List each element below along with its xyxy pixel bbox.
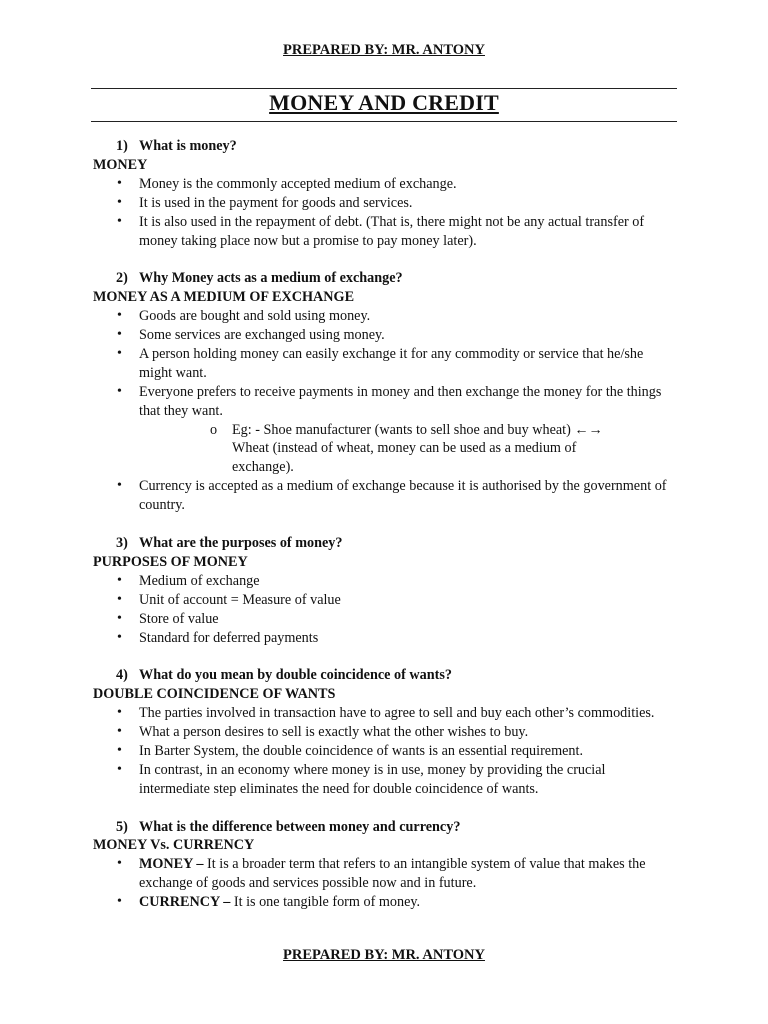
bullet-list [93,572,679,648]
bullet-item: • Medium of exchange [93,572,679,591]
document-body [93,137,679,931]
section-5 [93,818,679,913]
section-2 [93,269,679,515]
question-text: Why Money acts as a medium of exchange? [139,270,403,287]
question [93,534,679,553]
section-heading: MONEY [93,156,148,173]
section-heading: PURPOSES OF MONEY [93,553,248,570]
question-text: What are the purposes of money? [139,535,343,551]
question-number: 5) [116,818,128,835]
bullet-list [93,477,679,515]
sub-bullet-marker: o [210,421,218,438]
definition-text: It is a broader term that refers to an intangible system of value that makes the exchange of goods and services possible now and in future. [139,856,646,892]
definition-text: It is one tangible form of money. [230,894,421,911]
question-text: What is money? [139,138,237,154]
definition-item-money [93,855,679,893]
bullet-list [93,855,679,912]
question-number: 4) [116,667,128,684]
page-footer: PREPARED BY: MR. ANTONY [283,947,485,963]
bullet-item: • Everyone prefers to receive payments in money and then exchange the money for the things that they want. [93,383,679,421]
sub-bullet-item [93,421,679,478]
bullet-list [93,175,679,251]
bullet-item: • In Barter System, the double coincidence of wants is an essential requirement. [93,742,679,761]
definition-item-currency [93,893,679,912]
page-header: PREPARED BY: MR. ANTONY [283,42,485,58]
section-4 [93,666,679,798]
bullet-item: • Goods are bought and sold using money. [93,307,679,326]
bullet-item: • In contrast, in an economy where money is in use, money by providing the crucial intermediate step eliminates the need for double coincidence of wants. [93,761,679,799]
question-text: What do you mean by double coincidence of wants? [139,667,452,684]
question-number: 1) [116,138,128,154]
bullet-item: • Money is the commonly accepted medium of exchange. [93,175,679,194]
bullet-item: • A person holding money can easily exchange it for any commodity or service that he/she might want. [93,345,679,383]
bullet-item: • It is also used in the repayment of debt. (That is, there might not be any actual transfer of money taking place now but a promise to pay money later). [93,213,679,251]
section-1 [93,137,679,250]
title-top-rule [91,88,677,89]
bullet-item: • Currency is accepted as a medium of exchange because it is authorised by the government of country. [93,477,679,515]
section-heading: MONEY Vs. CURRENCY [93,837,255,854]
sub-bullet-text: Eg: - Shoe manufacturer (wants to sell shoe and buy wheat) ←→ Wheat (instead of wheat, money can be used as a medium of exchange). [232,421,603,476]
bullet-item: • Store of value [93,610,679,629]
bullet-list [93,307,679,420]
bullet-item: • Unit of account = Measure of value [93,591,679,610]
bullet-item: • Standard for deferred payments [93,629,679,648]
question [93,137,679,156]
question-number: 2) [116,270,128,287]
definition-term: MONEY – [139,856,204,873]
question [93,818,679,837]
bullet-item: • The parties involved in transaction have to agree to sell and buy each other’s commodities. [93,704,679,723]
question-number: 3) [116,535,128,551]
section-heading: MONEY AS A MEDIUM OF EXCHANGE [93,289,355,306]
page-title: MONEY AND CREDIT [269,90,499,115]
bullet-item: • Some services are exchanged using money. [93,326,679,345]
bullet-item: • It is used in the payment for goods and services. [93,194,679,213]
definition-term: CURRENCY – [139,894,231,911]
question-text: What is the difference between money and currency? [139,818,461,835]
section-3 [93,534,679,647]
section-heading: DOUBLE COINCIDENCE OF WANTS [93,686,336,703]
question [93,666,679,685]
bullet-item: • What a person desires to sell is exactly what the other wishes to buy. [93,723,679,742]
question [93,269,679,288]
title-bottom-rule [91,121,677,122]
bullet-list [93,704,679,799]
